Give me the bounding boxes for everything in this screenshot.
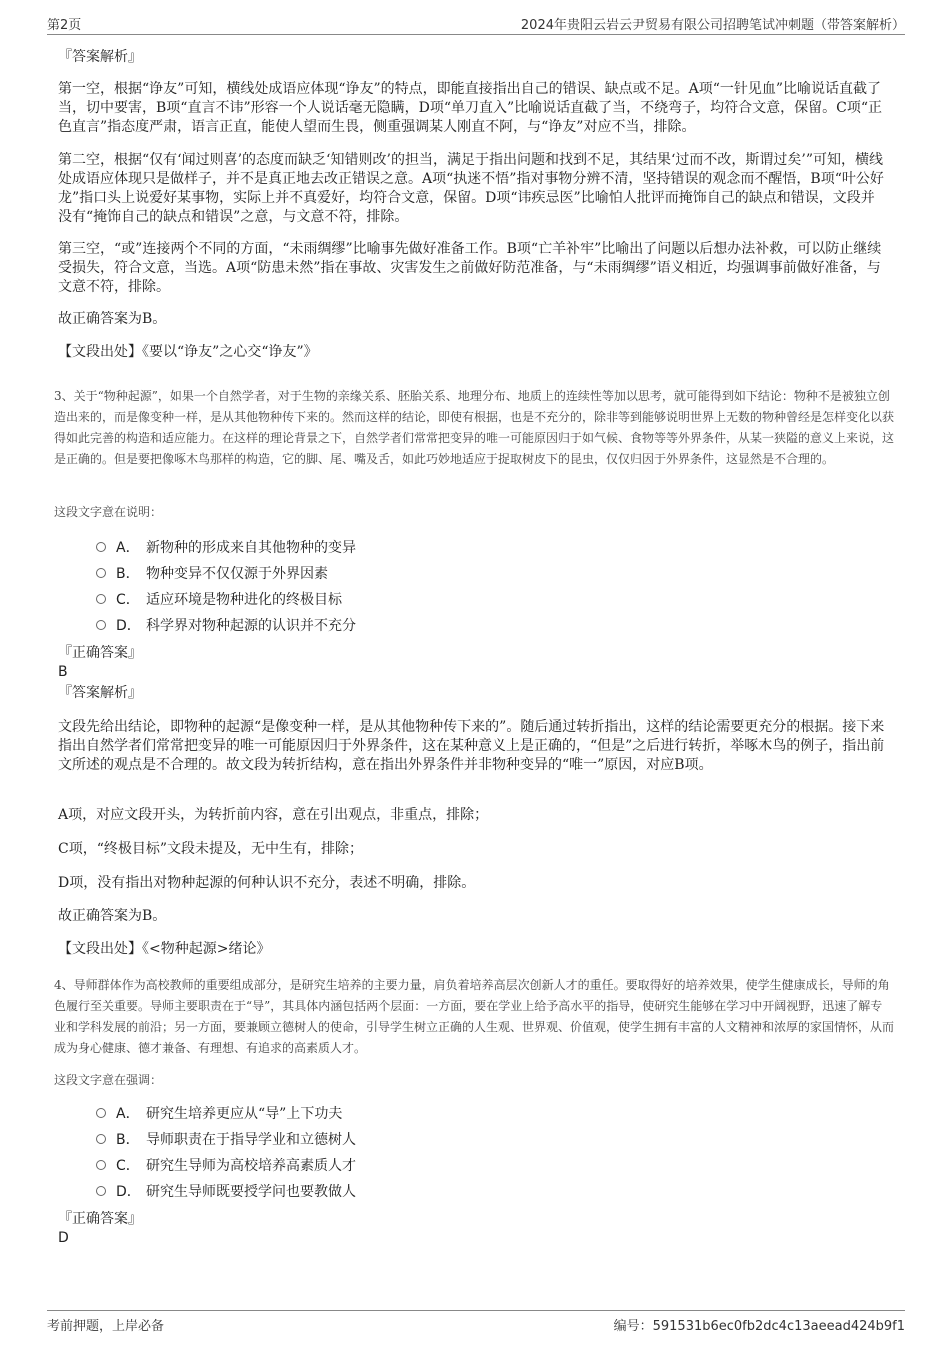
q3-stem: 3、关于“物种起源”，如果一个自然学者，对于生物的亲缘关系、胚胎关系、地理分布、地质上的连续性等加以思考，就可能得到如下结论：物种不是被独立创造出来的，而是像变种一样，是从其他物种传下来的。然而这样的结论，即使有根据，也是不充分的，除非等到能够说明世界上无数的物种曾经是怎样变化以获得如此完善的构造和适应能力。在这样的理论背景之下，自然学者们常常把变异的唯一可能原因归于如气候、食物等等外界条件，从某一狭隘的意义上来说，这是正确的。但是要把像啄木鸟那样的构造，它的脚、尾、嘴及舌，如此巧妙地适应于捉取树皮下的昆虫，仅仅归因于外界条件，这显然是不合理的。 xyxy=(54,389,895,466)
q4-option-b[interactable]: B． 导师职责在于指导学业和立德树人 xyxy=(96,1130,356,1150)
q3-analysis-label: 『答案解析』 xyxy=(58,685,142,701)
q2-conclusion: 故正确答案为B。 xyxy=(58,311,167,327)
document-title: 2024年贵阳云岩云尹贸易有限公司招聘笔试冲刺题（带答案解析） xyxy=(520,18,905,33)
q3-analysis-d: D项，没有指出对物种起源的何种认识不充分，表述不明确，排除。 xyxy=(58,875,476,891)
q3-option-d[interactable]: D． 科学界对物种起源的认识并不充分 xyxy=(96,616,356,636)
q4-option-c[interactable]: C． 研究生导师为高校培养高素质人才 xyxy=(96,1156,356,1176)
q3-analysis-paragraph: 文段先给出结论，即物种的起源“是像变种一样，是从其他物种传下来的”。随后通过转折指出，这样的结论需要更充分的根据。接下来指出自然学者们常常把变异的唯一可能原因归于外界条件，这在某种意义上是正确的，“但是”之后进行转折，举啄木鸟的例子，指出前文所述的观点是不合理的。故文段为转折结构，意在指出外界条件并非物种变异的“唯一”原因，对应B项。 xyxy=(58,719,885,773)
q3-option-c[interactable]: C． 适应环境是物种进化的终极目标 xyxy=(96,590,342,610)
radio-icon[interactable] xyxy=(96,1160,106,1170)
q3-analysis-c: C项，“终极目标”文段未提及，无中生有，排除； xyxy=(58,841,364,857)
q2-analysis-paragraph-3: 第三空，“或”连接两个不同的方面，“未雨绸缪”比喻事先做好准备工作。B项“亡羊补牢”比喻出了问题以后想办法补救，可以防止继续受损失，符合文意，当选。A项“防患未然”指在事故、灾害发生之前做好防范准备，与“未雨绸缪”语义相近，均强调事前做好准备，与文意不符，排除。 xyxy=(58,241,882,295)
q3-option-b[interactable]: B． 物种变异不仅仅源于外界因素 xyxy=(96,564,328,584)
radio-icon[interactable] xyxy=(96,594,106,604)
q3-source: 【文段出处】《<物种起源>绪论》 xyxy=(58,941,271,957)
page-number: 第2页 xyxy=(47,18,82,33)
footer-slogan: 考前押题，上岸必备 xyxy=(47,1319,165,1334)
radio-icon[interactable] xyxy=(96,1186,106,1196)
radio-icon[interactable] xyxy=(96,568,106,578)
radio-icon[interactable] xyxy=(96,1108,106,1118)
q3-prompt: 这段文字意在说明： xyxy=(54,505,163,519)
radio-icon[interactable] xyxy=(96,620,106,630)
q2-analysis-paragraph-2: 第二空，根据“仅有‘闻过则喜’的态度而缺乏‘知错则改’的担当，满足于指出问题和找到不足，其结果‘过而不改，斯谓过矣’”可知，横线处成语应体现只是做样子，并不是真正地去改正错误之意。A项“执迷不悟”指对事物分辨不清，坚持错误的观念而不醒悟，B项“叶公好龙”指口头上说爱好某事物，实际上并不真爱好，均符合文意，保留。D项“讳疾忌医”比喻怕人批评而掩饰自己的缺点和错误，文段并没有“掩饰自己的缺点和错误”之意，与文意不符，排除。 xyxy=(58,152,884,225)
document-id: 编号：591531b6ec0fb2dc4c13aeead424b9f1 xyxy=(613,1319,905,1334)
q3-option-a[interactable]: A． 新物种的形成来自其他物种的变异 xyxy=(96,538,356,558)
q2-analysis-label: 『答案解析』 xyxy=(58,49,142,65)
q4-answer-label: 『正确答案』 xyxy=(58,1211,142,1227)
q3-answer-label: 『正确答案』 xyxy=(58,645,142,661)
q3-answer: B xyxy=(58,664,68,680)
page-footer xyxy=(47,1310,905,1333)
q3-analysis-a: A项，对应文段开头，为转折前内容，意在引出观点，非重点，排除； xyxy=(58,807,489,823)
q4-stem: 4、导师群体作为高校教师的重要组成部分，是研究生培养的主要力量，肩负着培养高层次创新人才的重任。要取得好的培养效果，使学生健康成长，导师的角色履行至关重要。导师主要职责在于“导”，其具体内涵包括两个层面：一方面，要在学业上给予高水平的指导，使研究生能够在学习中开阔视野，迅速了解专业和学科发展的前沿；另一方面，要兼顾立德树人的使命，引导学生树立正确的人生观、世界观、价值观，使学生拥有丰富的人文精神和浓厚的家国情怀，从而成为身心健康、德才兼备、有理想、有追求的高素质人才。 xyxy=(54,978,895,1055)
q2-source: 【文段出处】《要以“诤友”之心交“诤友”》 xyxy=(58,344,318,360)
q4-option-d[interactable]: D． 研究生导师既要授学问也要教做人 xyxy=(96,1182,356,1202)
q4-option-a[interactable]: A． 研究生培养更应从“导”上下功夫 xyxy=(96,1104,342,1124)
q4-answer: D xyxy=(58,1230,69,1246)
radio-icon[interactable] xyxy=(96,542,106,552)
q4-prompt: 这段文字意在强调： xyxy=(54,1073,163,1087)
q3-conclusion: 故正确答案为B。 xyxy=(58,908,167,924)
radio-icon[interactable] xyxy=(96,1134,106,1144)
q2-analysis-paragraph-1: 第一空，根据“诤友”可知，横线处成语应体现“诤友”的特点，即能直接指出自己的错误、缺点或不足。A项“一针见血”比喻说话直截了当，切中要害，B项“直言不讳”形容一个人说话毫无隐瞒，D项“单刀直入”比喻说话直截了当，不绕弯子，均符合文意，保留。C项“正色直言”指态度严肃，语言正直，能使人望而生畏，侧重强调某人刚直不阿，与“诤友”对应不当，排除。 xyxy=(58,81,883,135)
page-header xyxy=(47,12,905,35)
